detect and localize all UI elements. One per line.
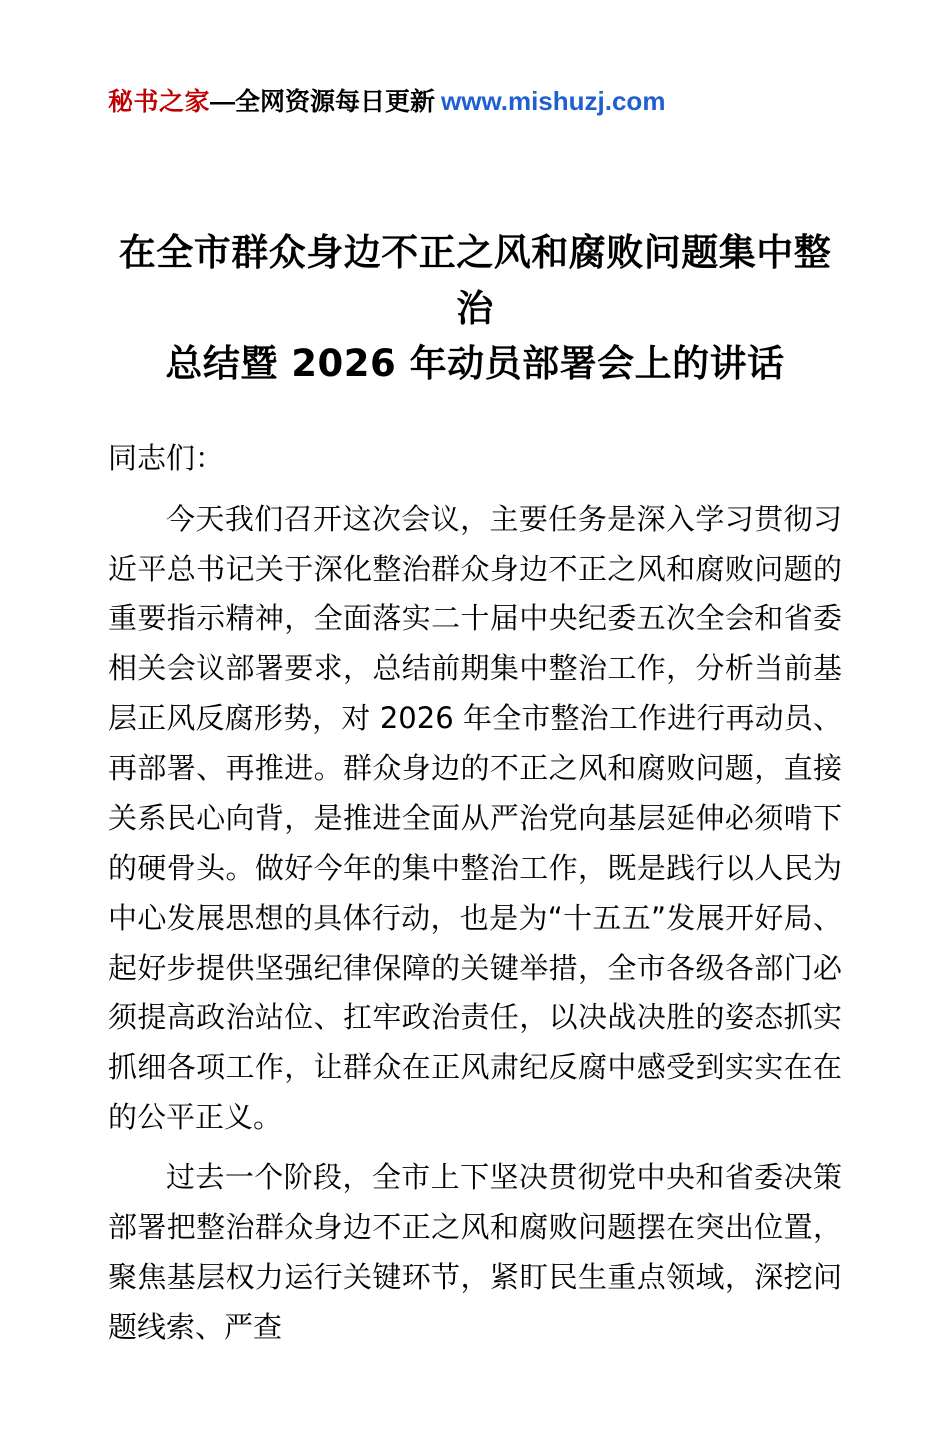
body-paragraph-2: 过去一个阶段，全市上下坚决贯彻党中央和省委决策部署把整治群众身边不正之风和腐败问题摆在突出位置，聚焦基层权力运行关键环节，紧盯民生重点领域，深挖问题线索、严查 <box>108 1160 842 1344</box>
site-url-link[interactable]: www.mishuzj.com <box>441 86 666 116</box>
site-tagline: 全网资源每日更新 <box>235 88 436 116</box>
page-title-line-1: 在全市群众身边不正之风和腐败问题集中整治 <box>118 231 832 330</box>
page-title-line-2: 总结暨 2026 年动员部署会上的讲话 <box>165 342 785 386</box>
site-brand-name: 秘书之家 <box>108 88 211 116</box>
header-separator: — <box>210 88 236 116</box>
salutation: 同志们： <box>108 440 225 475</box>
body-paragraph-1: 今天我们召开这次会议，主要任务是深入学习贯彻习近平总书记关于深化整治群众身边不正之风和腐败问题的重要指示精神，全面落实二十届中央纪委五次全会和省委相关会议部署要求，总结前期集中整治工作，分析当前基层正风反腐形势，对 2026 年全市整治工作进行再动员、再部署、再推进。群众身边的不正之风和腐败问题，直接关系民心向背，是推进全面从严治党向基层延伸必须啃下的硬骨头。做好今年的集中整治工作，既是践行以人民为中心发展思想的具体行动，也是为“十五五”发展开好局、起好步提供坚强纪律保障的关键举措，全市各级各部门必须提高政治站位、扛牢政治责任，以决战决胜的姿态抓实抓细各项工作，让群众在正风肃纪反腐中感受到实实在在的公平正义。 <box>108 501 842 1135</box>
site-watermark-header <box>108 86 842 117</box>
page-title <box>108 225 842 392</box>
document-page <box>0 86 950 1430</box>
